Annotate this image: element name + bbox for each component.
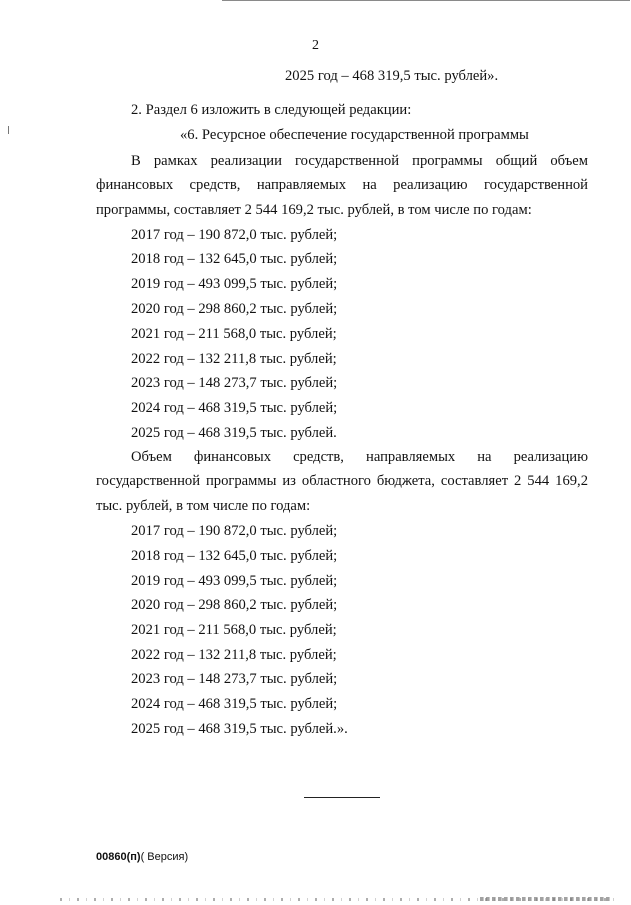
total-year-2020: 2020 год – 298 860,2 тыс. рублей; (131, 301, 338, 317)
paragraph-2-line-3: тыс. рублей, в том числе по годам: (96, 498, 311, 514)
paragraph-1-line-2: финансовых средств, направляемых на реализацию государственной (96, 177, 588, 193)
total-year-2022: 2022 год – 132 211,8 тыс. рублей; (131, 351, 337, 367)
section-heading: «6. Ресурсное обеспечение государственной программы (180, 127, 529, 143)
margin-mark (8, 126, 9, 134)
paragraph-1-line-1: В рамках реализации государственной программы общий объем (131, 153, 588, 169)
scan-artifact-dense (480, 897, 610, 901)
closing-rule (304, 797, 380, 798)
footer-document-code (96, 851, 188, 863)
closing-line-previous-section: 2025 год – 468 319,5 тыс. рублей». (285, 68, 499, 84)
total-year-2021: 2021 год – 211 568,0 тыс. рублей; (131, 326, 337, 342)
regional-year-2021: 2021 год – 211 568,0 тыс. рублей; (131, 622, 337, 638)
page-number: 2 (312, 38, 319, 53)
regional-year-2022: 2022 год – 132 211,8 тыс. рублей; (131, 647, 337, 663)
paragraph-2-line-2: государственной программы из областного бюджета, составляет 2 544 169,2 (96, 473, 588, 489)
regional-year-2019: 2019 год – 493 099,5 тыс. рублей; (131, 573, 338, 589)
total-year-2024: 2024 год – 468 319,5 тыс. рублей; (131, 400, 338, 416)
paragraph-1-line-3: программы, составляет 2 544 169,2 тыс. рублей, в том числе по годам: (96, 202, 532, 218)
total-year-2018: 2018 год – 132 645,0 тыс. рублей; (131, 251, 338, 267)
regional-year-2020: 2020 год – 298 860,2 тыс. рублей; (131, 597, 338, 613)
instruction-line: 2. Раздел 6 изложить в следующей редакции: (131, 102, 412, 118)
total-year-2017: 2017 год – 190 872,0 тыс. рублей; (131, 227, 338, 243)
regional-year-2018: 2018 год – 132 645,0 тыс. рублей; (131, 548, 338, 564)
total-year-2019: 2019 год – 493 099,5 тыс. рублей; (131, 276, 338, 292)
footer-code: 00860(п) (96, 851, 141, 863)
regional-year-2023: 2023 год – 148 273,7 тыс. рублей; (131, 671, 338, 687)
regional-year-2024: 2024 год – 468 319,5 тыс. рублей; (131, 696, 338, 712)
total-year-2023: 2023 год – 148 273,7 тыс. рублей; (131, 375, 338, 391)
regional-year-2025: 2025 год – 468 319,5 тыс. рублей.». (131, 721, 348, 737)
total-year-2025: 2025 год – 468 319,5 тыс. рублей. (131, 425, 337, 441)
footer-version: ( Версия) (140, 851, 189, 863)
paragraph-2-line-1: Объем финансовых средств, направляемых на реализацию (131, 449, 588, 465)
regional-year-2017: 2017 год – 190 872,0 тыс. рублей; (131, 523, 338, 539)
top-edge-rule (222, 0, 630, 1)
